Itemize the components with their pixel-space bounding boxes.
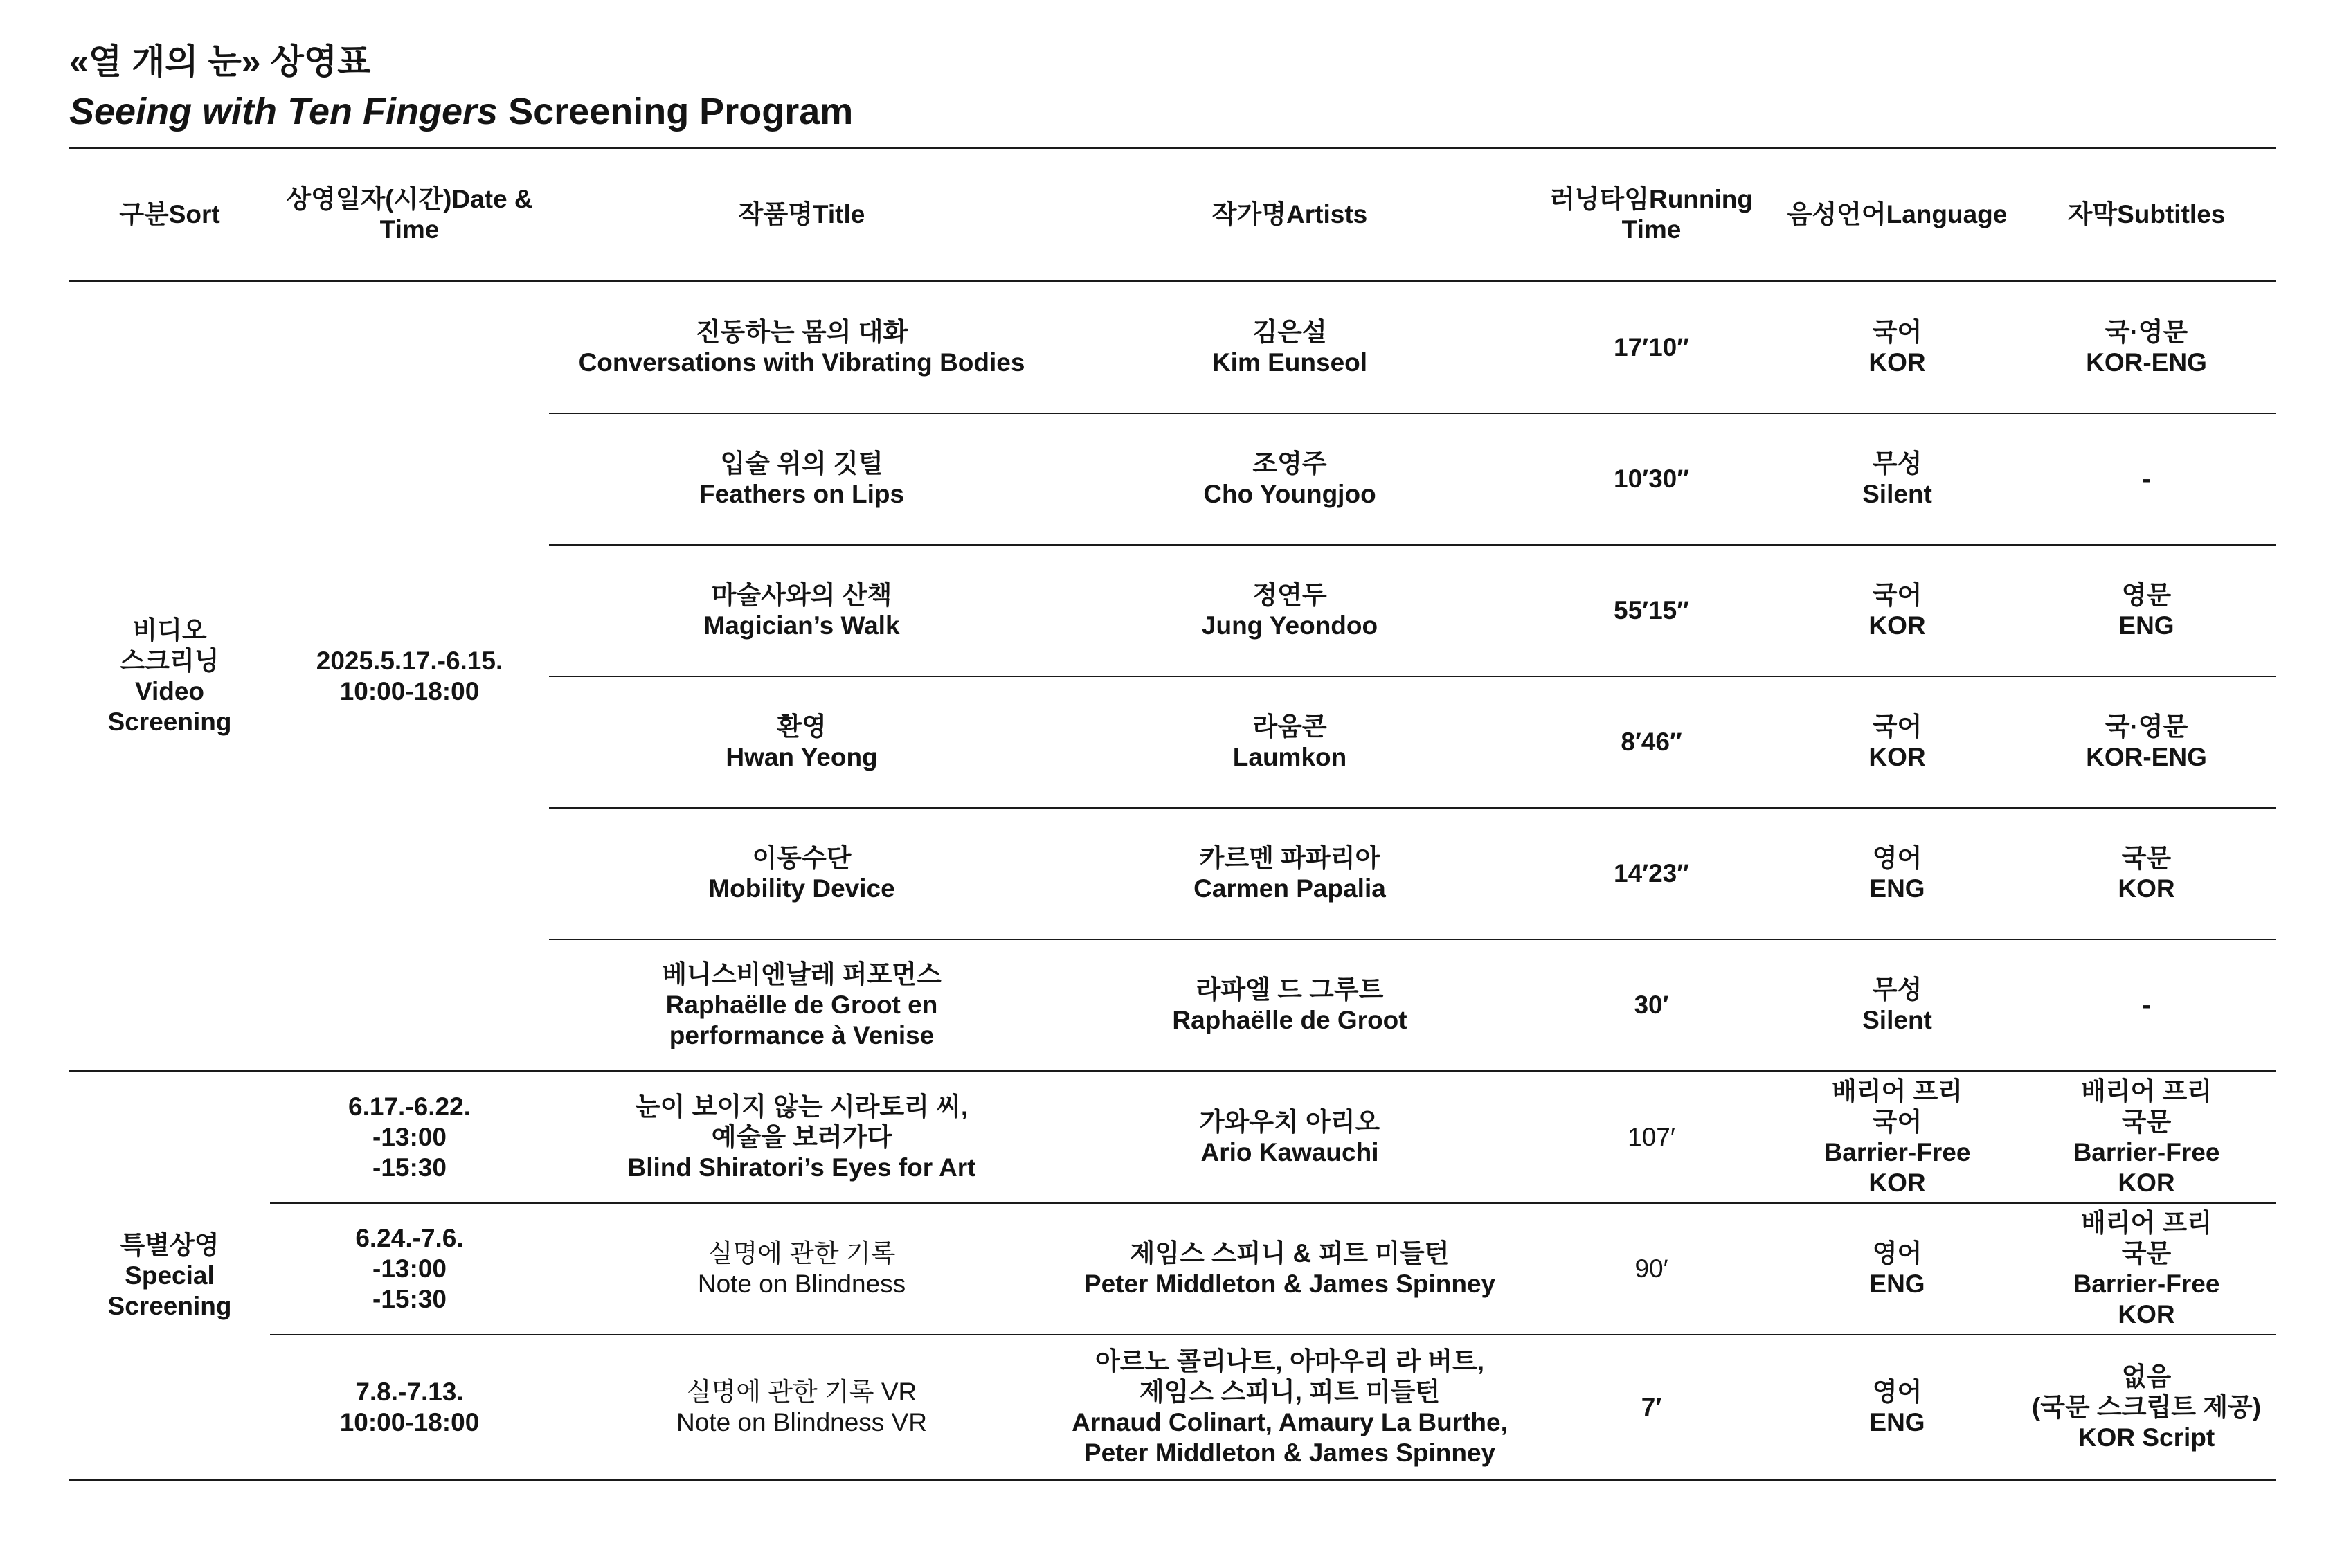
screening-table (69, 147, 2276, 1481)
runtime-cell: 55′15″ (1525, 545, 1778, 676)
title-cell: 이동수단 Mobility Device (549, 808, 1054, 939)
date-cell: 7.8.-7.13. 10:00-18:00 (270, 1335, 549, 1481)
language-cell: 무성 Silent (1778, 413, 2017, 545)
header-row (69, 148, 2276, 282)
artist-cell: 카르멘 파파리아 Carmen Papalia (1054, 808, 1525, 939)
artist-cell: 제임스 스피니 & 피트 미들턴 Peter Middleton & James Spinney (1054, 1203, 1525, 1335)
program-page (69, 37, 2276, 1467)
artist-cell: 라파엘 드 그루트 Raphaëlle de Groot (1054, 939, 1525, 1072)
col-header-artists: 작가명Artists (1054, 148, 1525, 282)
table-row (69, 1072, 2276, 1204)
subtitles-cell: 배리어 프리 국문 Barrier-Free KOR (2017, 1072, 2276, 1204)
col-header-running-time: 러닝타임Running Time (1525, 148, 1778, 282)
subtitles-cell: 영문 ENG (2017, 545, 2276, 676)
artist-cell: 라움콘 Laumkon (1054, 676, 1525, 808)
language-cell: 영어 ENG (1778, 1335, 2017, 1481)
table-row (69, 1335, 2276, 1481)
language-cell: 국어 KOR (1778, 282, 2017, 414)
language-cell: 영어 ENG (1778, 1203, 2017, 1335)
date-cell: 6.17.-6.22. -13:00 -15:30 (270, 1072, 549, 1204)
col-header-sort: 구분Sort (69, 148, 270, 282)
language-cell: 배리어 프리 국어 Barrier-Free KOR (1778, 1072, 2017, 1204)
subtitles-cell: 국·영문 KOR-ENG (2017, 282, 2276, 414)
runtime-cell: 10′30″ (1525, 413, 1778, 545)
subtitles-cell: 없음 (국문 스크립트 제공) KOR Script (2017, 1335, 2276, 1481)
date-cell: 6.24.-7.6. -13:00 -15:30 (270, 1203, 549, 1335)
table-row (69, 1203, 2276, 1335)
title-cell: 입술 위의 깃털 Feathers on Lips (549, 413, 1054, 545)
language-cell: 영어 ENG (1778, 808, 2017, 939)
subtitles-cell: 국문 KOR (2017, 808, 2276, 939)
title-cell: 마술사와의 산책 Magician’s Walk (549, 545, 1054, 676)
title-cell: 눈이 보이지 않는 시라토리 씨, 예술을 보러가다 Blind Shiratori’s Eyes for Art (549, 1072, 1054, 1204)
page-title-italic: Seeing with Ten Fingers (69, 91, 498, 132)
sort-cell-video: 비디오 스크리닝 Video Screening (69, 282, 270, 1072)
runtime-cell: 107′ (1525, 1072, 1778, 1204)
subtitles-cell: - (2017, 413, 2276, 545)
subtitles-cell: 국·영문 KOR-ENG (2017, 676, 2276, 808)
col-header-date: 상영일자(시간)Date & Time (270, 148, 549, 282)
title-cell: 진동하는 몸의 대화 Conversations with Vibrating Bodies (549, 282, 1054, 414)
page-title-korean: «열 개의 눈» 상영표 (69, 42, 371, 81)
language-cell: 국어 KOR (1778, 676, 2017, 808)
title-cell: 실명에 관한 기록 VR Note on Blindness VR (549, 1335, 1054, 1481)
language-cell: 무성 Silent (1778, 939, 2017, 1072)
language-cell: 국어 KOR (1778, 545, 2017, 676)
artist-cell: 조영주 Cho Youngjoo (1054, 413, 1525, 545)
artist-cell: 김은설 Kim Eunseol (1054, 282, 1525, 414)
col-header-language: 음성언어Language (1778, 148, 2017, 282)
runtime-cell: 7′ (1525, 1335, 1778, 1481)
runtime-cell: 8′46″ (1525, 676, 1778, 808)
artist-cell: 정연두 Jung Yeondoo (1054, 545, 1525, 676)
title-cell: 베니스비엔날레 퍼포먼스 Raphaëlle de Groot en performance à Venise (549, 939, 1054, 1072)
table-row (69, 282, 2276, 414)
col-header-title: 작품명Title (549, 148, 1054, 282)
artist-cell: 아르노 콜리나트, 아마우리 라 버트, 제임스 스피니, 피트 미들턴 Arnaud Colinart, Amaury La Burthe, Peter Middleton & James Spinney (1054, 1335, 1525, 1481)
title-cell: 실명에 관한 기록 Note on Blindness (549, 1203, 1054, 1335)
page-title-rest: Screening Program (508, 91, 854, 132)
runtime-cell: 30′ (1525, 939, 1778, 1072)
runtime-cell: 14′23″ (1525, 808, 1778, 939)
subtitles-cell: 배리어 프리 국문 Barrier-Free KOR (2017, 1203, 2276, 1335)
sort-cell-special: 특별상영 Special Screening (69, 1072, 270, 1481)
artist-cell: 가와우치 아리오 Ario Kawauchi (1054, 1072, 1525, 1204)
runtime-cell: 17′10″ (1525, 282, 1778, 414)
page-title-english (69, 86, 2276, 137)
title-cell: 환영 Hwan Yeong (549, 676, 1054, 808)
date-cell-video: 2025.5.17.-6.15. 10:00-18:00 (270, 282, 549, 1072)
subtitles-cell: - (2017, 939, 2276, 1072)
col-header-subtitles: 자막Subtitles (2017, 148, 2276, 282)
runtime-cell: 90′ (1525, 1203, 1778, 1335)
